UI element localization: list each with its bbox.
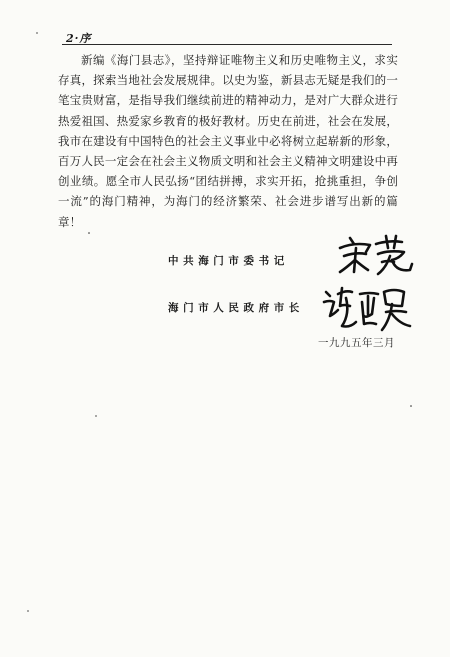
preface-paragraph: 新编《海门县志》，坚持辩证唯物主义和历史唯物主义，求实存真，探索当地社会发展规律。以史为鉴，新县志无疑是我们的一笔宝贵财富，是指导我们继续前进的精神动力，是对广大群众进行热爱祖国、热爱家乡教育的极好教材。历史在前进，社会在发展，我市在建设有中国特色的社会主义事业中必将树立起崭新的形象，百万人民一定会在社会主义物质文明和社会主义精神文明建设中再创业绩。愿全市人民弘扬“团结拼搏，求实开拓，抢挑重担，争创一流”的海门精神，为海门的经济繁荣、社会进步谱写出新的篇章！ <box>58 53 398 229</box>
scan-speckle <box>88 232 90 234</box>
header-rule <box>62 44 392 45</box>
mayor-title: 海门市人民政府市长 <box>168 302 304 314</box>
date-line: 一九九五年三月 <box>318 337 395 349</box>
scan-speckle <box>410 405 412 407</box>
handwritten-signature-party-secretary <box>336 232 416 278</box>
handwritten-signature-mayor <box>320 284 412 334</box>
party-secretary-title: 中共海门市委书记 <box>168 255 289 267</box>
scan-speckle <box>36 32 38 34</box>
scan-speckle <box>95 415 97 417</box>
page-header: 2·序 <box>66 32 92 45</box>
scan-speckle <box>27 610 29 612</box>
